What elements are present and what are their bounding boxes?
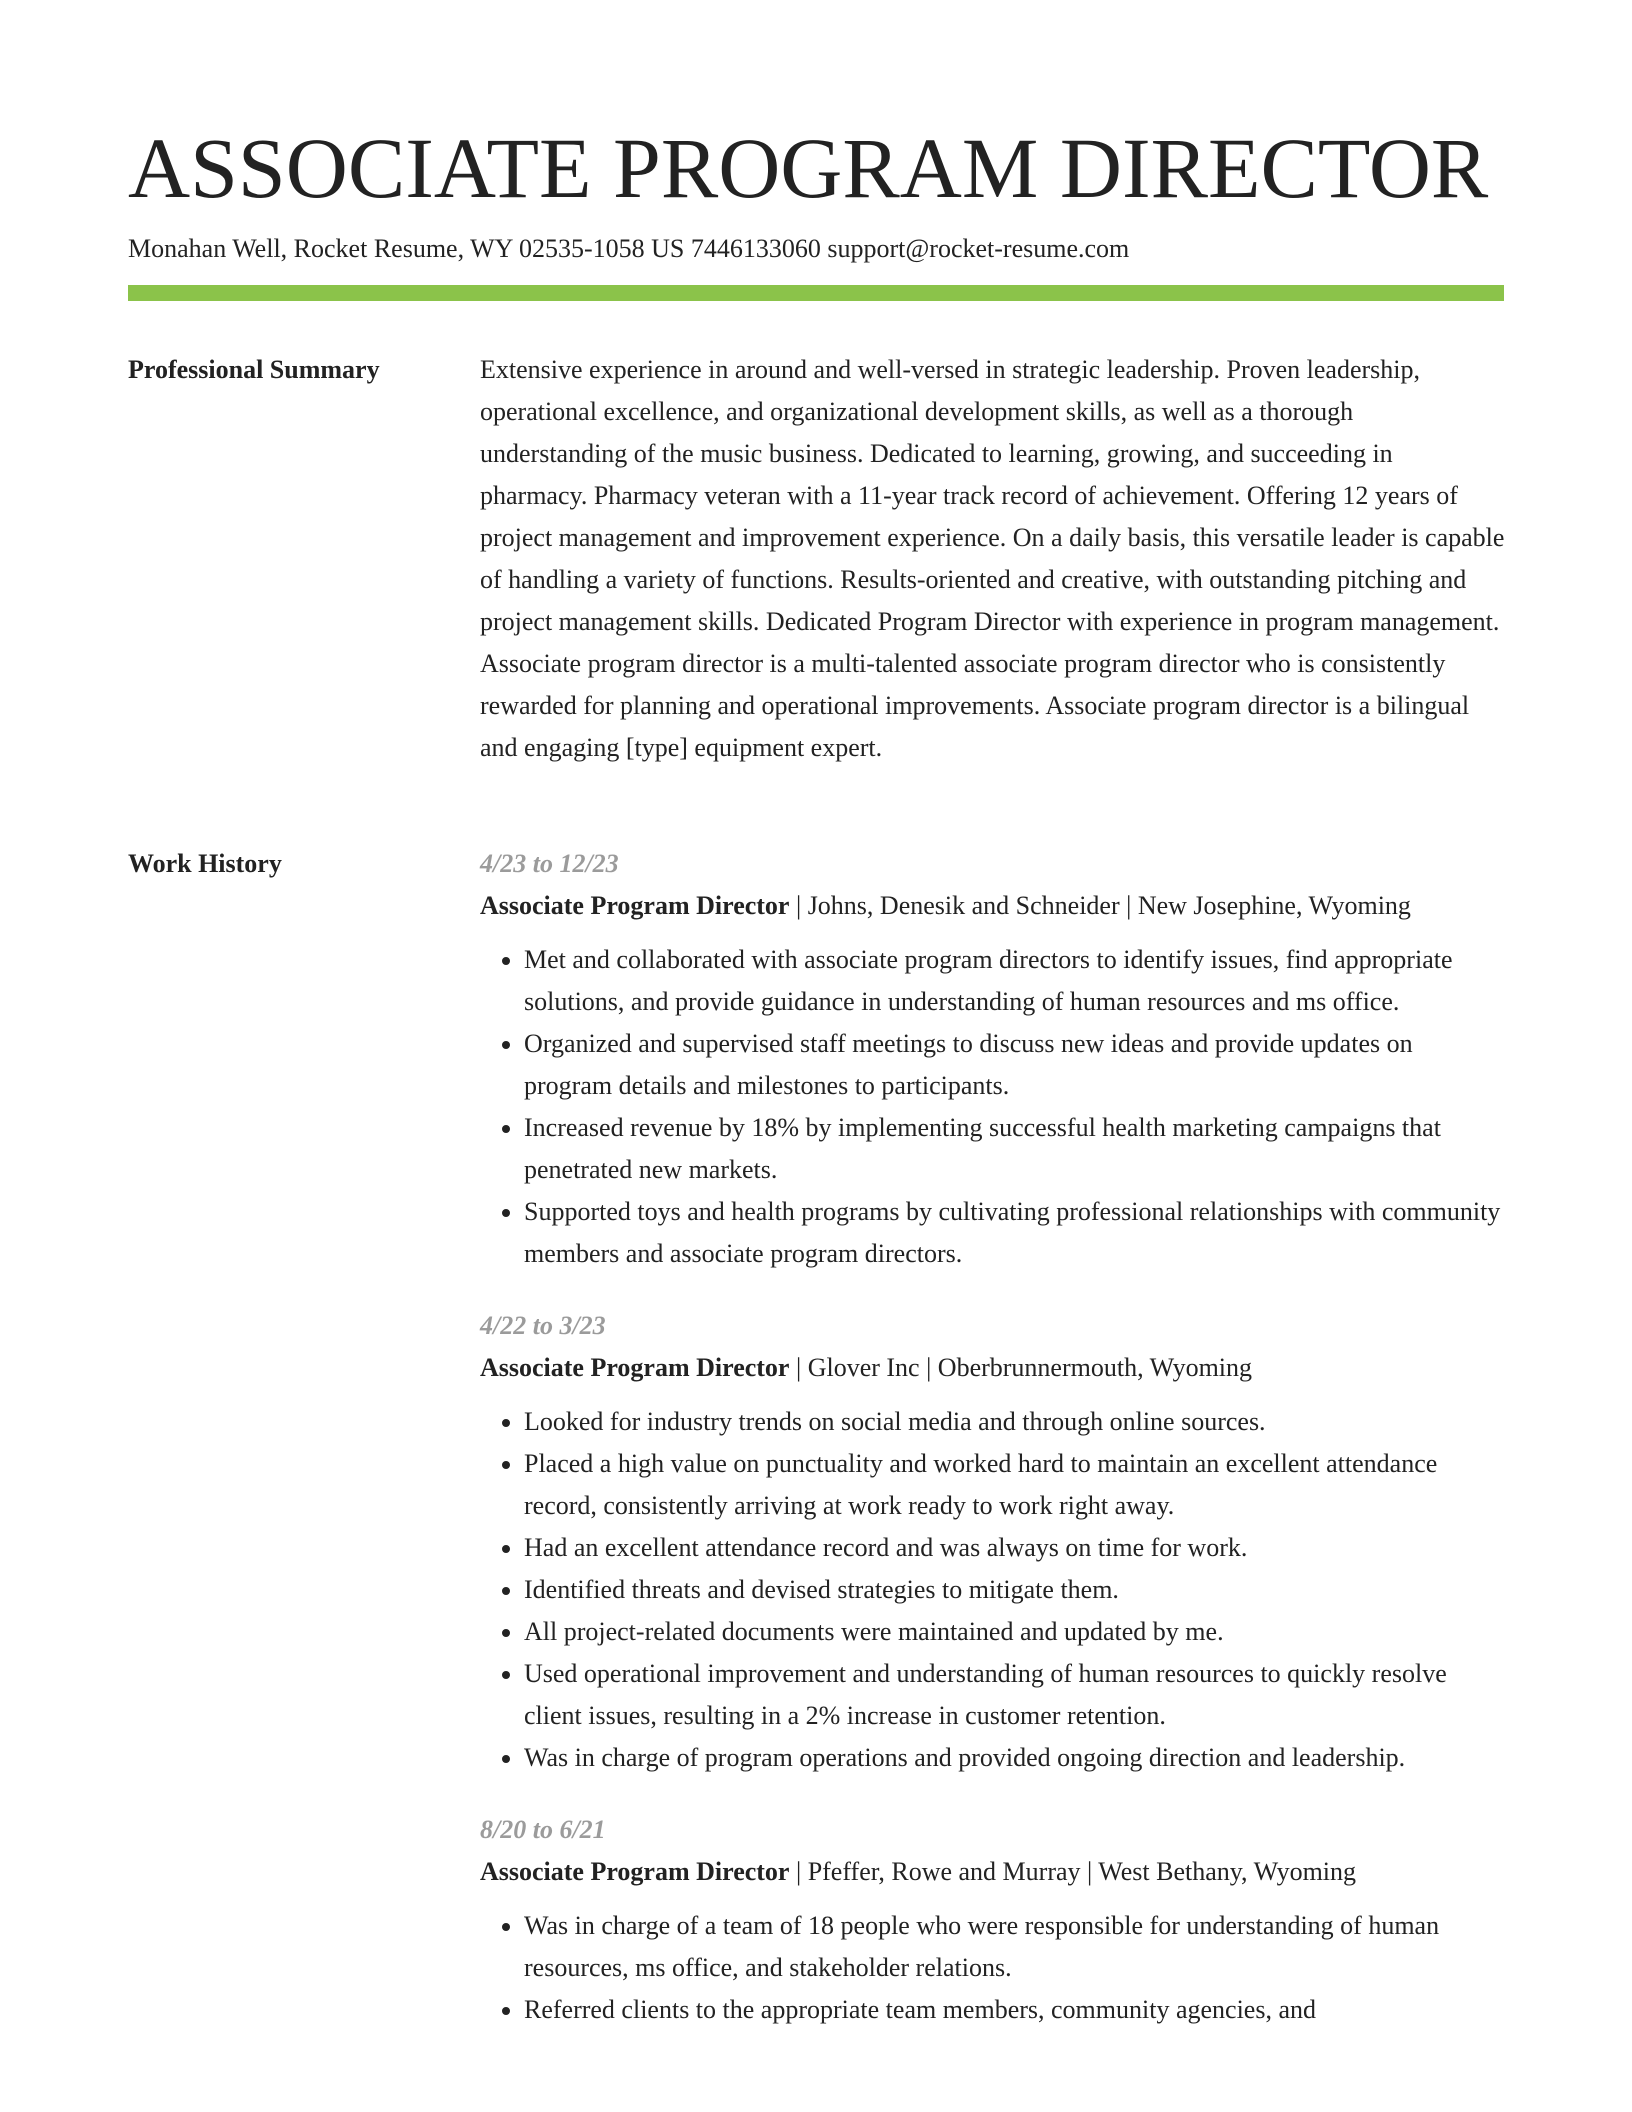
duty-item: • Supported toys and health programs by cultivating professional relationships with community members and associate program directors. [524,1191,1506,1275]
duty-item: • Used operational improvement and understanding of human resources to quickly resolve client issues, resulting in a 2% increase in customer retention. [524,1653,1506,1737]
work-history-heading: Work History [128,849,282,878]
job-dates: 4/23 to 12/23 [480,849,619,878]
accent-divider [128,285,1504,301]
candidate-title: ASSOCIATE PROGRAM DIRECTOR [128,120,1489,216]
job-details: | Pfeffer, Rowe and Murray | West Bethany, Wyoming [789,1857,1357,1886]
job-dates: 8/20 to 6/21 [480,1815,606,1844]
duty-item: • Was in charge of a team of 18 people who were responsible for understanding of human resources, ms office, and stakeholder relations. [524,1905,1506,1989]
job-entry [480,1809,1506,2031]
duty-item: • Increased revenue by 18% by implementing successful health marketing campaigns that penetrated new markets. [524,1107,1506,1191]
duty-list [480,1905,1506,2031]
duty-item: • All project-related documents were maintained and updated by me. [524,1611,1506,1653]
work-history-list [480,843,1506,2059]
duty-item: • Referred clients to the appropriate team members, community agencies, and [524,1989,1506,2031]
summary-text: Extensive experience in around and well-versed in strategic leadership. Proven leadership, operational excellence, and organizational development skills, as well as a thorough understanding of the music business. Dedicated to learning, growing, and succeeding in pharmacy. Pharmacy veteran with a 11-year track record of achievement. Offering 12 years of project management and improvement experience. On a daily basis, this versatile leader is capable of handling a variety of functions. Results-oriented and creative, with outstanding pitching and project management skills. Dedicated Program Director with experience in program management. Associate program director is a multi-talented associate program director who is consistently rewarded for planning and operational improvements. Associate program director is a bilingual and engaging [type] equipment expert. [480,355,1505,762]
duty-item: • Was in charge of program operations and provided ongoing direction and leadership. [524,1737,1506,1779]
job-heading [480,1347,1506,1389]
job-entry [480,1305,1506,1779]
job-heading [480,885,1506,927]
duty-list [480,1401,1506,1779]
job-role: Associate Program Director [480,1353,790,1382]
job-entry [480,843,1506,1275]
contact-line: Monahan Well, Rocket Resume, WY 02535-1058 US 7446133060 support@rocket-resume.com [128,234,1130,263]
job-role: Associate Program Director [480,891,790,920]
duty-item: • Identified threats and devised strategies to mitigate them. [524,1569,1506,1611]
duty-item: • Met and collaborated with associate program directors to identify issues, find appropriate solutions, and provide guidance in understanding of human resources and ms office. [524,939,1506,1023]
job-details: | Johns, Denesik and Schneider | New Josephine, Wyoming [789,891,1411,920]
resume-header [128,118,1504,267]
duty-item: • Had an excellent attendance record and was always on time for work. [524,1527,1506,1569]
duty-item: • Organized and supervised staff meetings to discuss new ideas and provide updates on program details and milestones to participants. [524,1023,1506,1107]
duty-item: • Looked for industry trends on social media and through online sources. [524,1401,1506,1443]
job-role: Associate Program Director [480,1857,790,1886]
job-dates: 4/22 to 3/23 [480,1311,606,1340]
duty-list [480,939,1506,1275]
job-details: | Glover Inc | Oberbrunnermouth, Wyoming [789,1353,1253,1382]
job-heading [480,1851,1506,1893]
summary-heading: Professional Summary [128,355,380,384]
duty-item: • Placed a high value on punctuality and worked hard to maintain an excellent attendance record, consistently arriving at work ready to work right away. [524,1443,1506,1527]
